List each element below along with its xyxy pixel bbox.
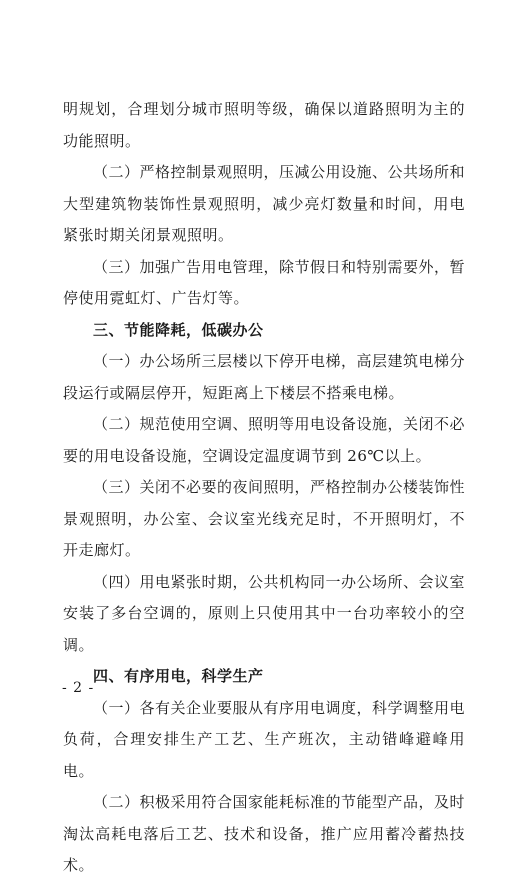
paragraph: （二）规范使用空调、照明等用电设备设施，关闭不必要的用电设备设施，空调设定温度调节到 26℃以上。 xyxy=(63,415,466,465)
paragraph: （三）关闭不必要的夜间照明，严格控制办公楼装饰性景观照明，办公室、会议室光线充足时，不开照明灯，不开走廊灯。 xyxy=(63,478,466,559)
section-heading: 四、有序用电，科学生产 xyxy=(93,667,264,685)
paragraph: （一）各有关企业要服从有序用电调度，科学调整用电负荷，合理安排生产工艺、生产班次，主动错峰避峰用电。 xyxy=(63,698,466,780)
paragraph: （四）用电紧张时期，公共机构同一办公场所、会议室安装了多台空调的，原则上只使用其中一台功率较小的空调。 xyxy=(63,572,466,654)
paragraph: 明规划，合理划分城市照明等级，确保以道路照明为主的功能照明。 xyxy=(63,100,465,150)
paragraph: （三）加强广告用电管理，除节假日和特别需要外，暂停使用霓虹灯、广告灯等。 xyxy=(63,257,466,307)
page-number: - 2 - xyxy=(62,680,95,696)
paragraph: （二）积极采用符合国家能耗标准的节能型产品，及时淘汰高耗电落后工艺、技术和设备，推广应用蓄冷蓄热技术。 xyxy=(63,793,466,874)
paragraph: （一）办公场所三层楼以下停开电梯，高层建筑电梯分段运行或隔层停开，短距离上下楼层不搭乘电梯。 xyxy=(63,352,466,402)
document-body xyxy=(63,94,465,882)
paragraph: （二）严格控制景观照明，压减公用设施、公共场所和大型建筑物装饰性景观照明，减少亮灯数量和时间，用电紧张时期关闭景观照明。 xyxy=(63,163,466,244)
section-heading: 三、节能降耗，低碳办公 xyxy=(93,320,264,339)
